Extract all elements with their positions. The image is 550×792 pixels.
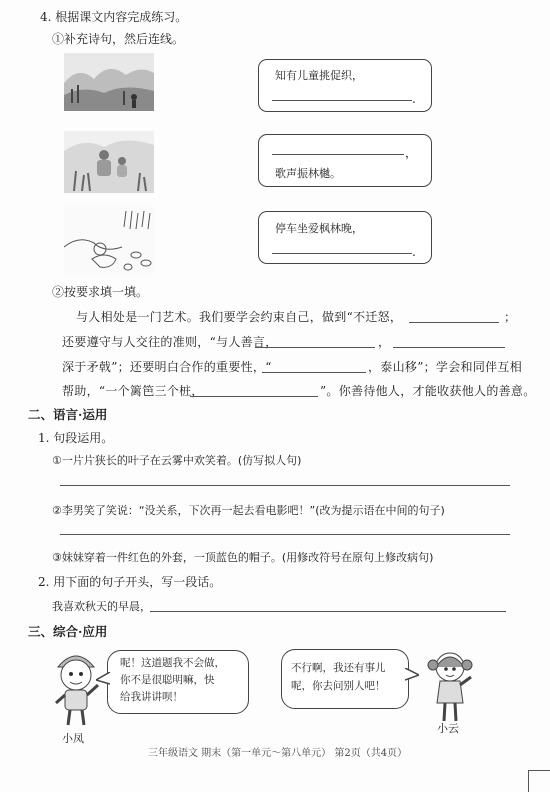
section-2-title: 二、语言·运用 bbox=[28, 407, 108, 422]
blank-3[interactable] bbox=[393, 347, 505, 348]
poem-box-3-blank[interactable] bbox=[272, 253, 412, 254]
girl-figure bbox=[425, 645, 475, 725]
q4-sub1: ①补充诗句，然后连线。 bbox=[52, 32, 185, 46]
para-line-3b: ，泰山移”；学会和同伴互相 bbox=[368, 360, 523, 374]
writing-start: 我喜欢秋天的早晨， bbox=[52, 600, 151, 613]
poem-box-1-line: 知有儿童挑促织， bbox=[275, 69, 363, 82]
boy-figure bbox=[46, 645, 106, 727]
para-line-1: 与人相处是一门艺术。我们要学会约束自己，做到“不迁怒， bbox=[76, 310, 403, 324]
answer-line-2[interactable] bbox=[60, 534, 510, 535]
poem-box-1-blank[interactable] bbox=[272, 100, 412, 101]
corner-mark bbox=[528, 770, 550, 792]
sec2-q1: 1. 句段运用。 bbox=[38, 431, 114, 445]
sentence-3: ③妹妹穿着一件红色的外套，一顶蓝色的帽子。(用修改符号在原句上修改病句) bbox=[52, 551, 434, 564]
blank-2[interactable] bbox=[255, 347, 375, 348]
blank-5[interactable] bbox=[190, 396, 318, 397]
poem-box-2-line: 歌声振林樾。 bbox=[275, 167, 341, 180]
blank-1[interactable] bbox=[409, 322, 499, 323]
bubble-left-text: 呢！这道题我不会做， 你不是很聪明嘛，快 给我讲讲呗！ bbox=[120, 657, 225, 703]
sec2-q2: 2. 用下面的句子开头，写一段话。 bbox=[38, 575, 222, 589]
section-3-title: 三、综合·应用 bbox=[28, 624, 108, 639]
para-line-3: 深于矛戟”；还要明白合作的重要性，“ bbox=[62, 360, 272, 374]
para-line-4: 帮助，“一个篱笆三个桩， bbox=[62, 384, 204, 398]
bubble-right-text: 不行啊，我还有事儿 呢，你去问别人吧！ bbox=[291, 662, 386, 692]
para-line-2: 还要遵守与人交往的准则，“与人善言， bbox=[62, 335, 278, 349]
poem-box-2-blank[interactable] bbox=[272, 154, 404, 155]
poem-box-2-comma: ， bbox=[405, 146, 418, 160]
page-footer: 三年级语文 期末（第一单元～第八单元） 第2页（共4页） bbox=[148, 748, 408, 759]
q4-title: 4. 根据课文内容完成练习。 bbox=[40, 10, 188, 24]
sentence-1: ①一片片狭长的叶子在云雾中欢笑着。(仿写拟人句) bbox=[52, 454, 302, 467]
sentence-2: ②李男笑了笑说：“没关系，下次再一起去看电影吧！”(改为提示语在中间的句子) bbox=[52, 504, 445, 517]
poem-box-3-line: 停车坐爱枫林晚， bbox=[275, 222, 363, 235]
blank-4[interactable] bbox=[262, 372, 366, 373]
name-left: 小凤 bbox=[62, 732, 84, 745]
landscape-picture bbox=[64, 53, 154, 111]
line-drawing-picture bbox=[64, 207, 154, 273]
q4-sub2: ②按要求填一填。 bbox=[52, 285, 149, 299]
para-line-4b: ”。你善待他人，才能收获他人的善意。 bbox=[320, 384, 536, 398]
children-picture bbox=[64, 131, 154, 193]
poem-box-3 bbox=[258, 211, 432, 264]
writing-line[interactable] bbox=[150, 611, 506, 612]
answer-line-1[interactable] bbox=[60, 485, 510, 486]
name-right: 小云 bbox=[437, 722, 459, 735]
